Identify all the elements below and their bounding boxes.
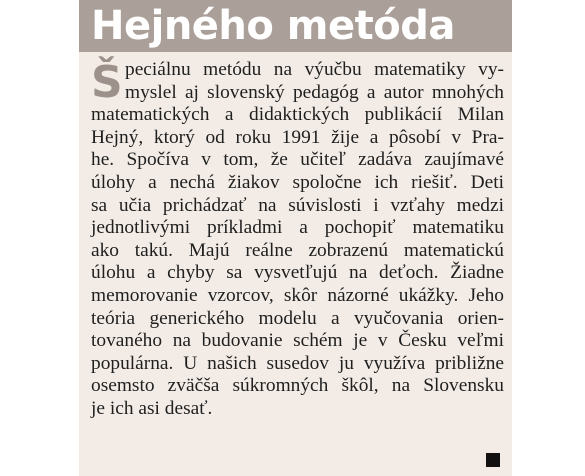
- article-line: memorovanie vzorcov, skôr názorné ukážky. Jeho: [91, 284, 504, 306]
- article-body: [91, 59, 504, 421]
- article-line: osemsto zväčša súkromných škôl, na Slovensku: [91, 375, 504, 397]
- article-line: teória generického modelu a vyučovania orien-: [91, 307, 504, 329]
- article-line: jednotlivými príkladmi a pochopiť matematiku: [91, 217, 504, 239]
- article-line: úlohy a nechá žiakov spoločne ich riešiť. Deti: [91, 171, 504, 193]
- drop-cap: Š: [91, 57, 123, 108]
- article-line: populárna. U našich susedov ju využíva približne: [91, 352, 504, 374]
- article-line: úlohu a chyby sa vysvetľujú na deťoch. Žiadne: [91, 262, 504, 284]
- article-line: tovaného na budovanie schém je v Česku veľmi: [91, 330, 504, 352]
- article-line: ako takú. Majú reálne zobrazenú matematickú: [91, 239, 504, 261]
- sidebar-article-box: [79, 0, 512, 476]
- article-line: je ich asi desať.: [91, 397, 213, 419]
- article-title: Hejného metóda: [91, 3, 455, 49]
- title-band: [79, 0, 512, 52]
- article-line: matematických a didaktických publikácií Milan: [91, 104, 504, 126]
- article-line: peciálnu metódu na výučbu matematiky vy-: [125, 59, 504, 80]
- end-of-article-square-icon: [486, 453, 500, 467]
- article-line: sa učia prichádzať na súvislosti i vzťahy medzi: [91, 194, 504, 216]
- article-line: he. Spočíva v tom, že učiteľ zadáva zaujímavé: [91, 149, 504, 171]
- article-line: Hejný, ktorý od roku 1991 žije a pôsobí v Pra-: [91, 126, 504, 148]
- article-line: myslel aj slovenský pedagóg a autor mnohých: [125, 81, 504, 103]
